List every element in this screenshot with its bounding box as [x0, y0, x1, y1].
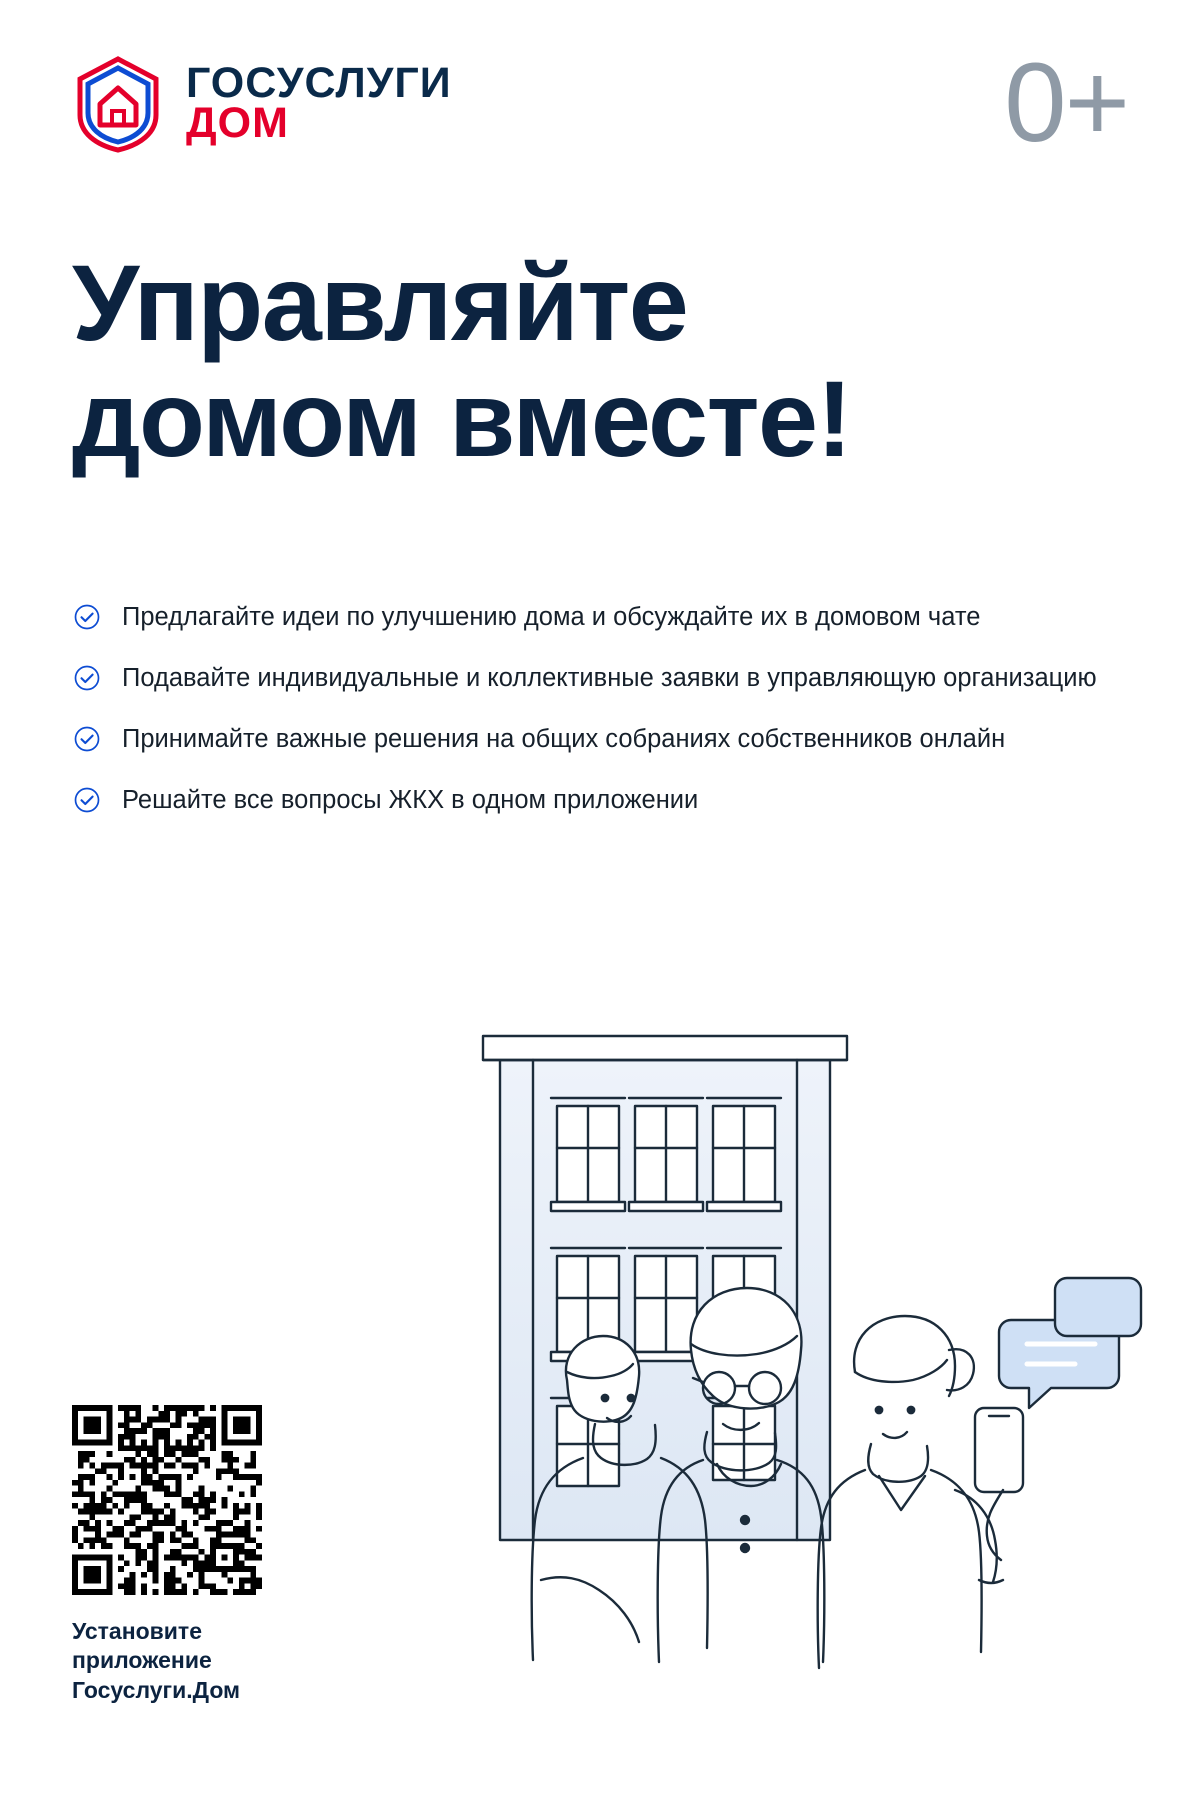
brand-logo	[72, 55, 1128, 153]
qr-caption-line2: приложение Госуслуги.Дом	[72, 1647, 241, 1703]
apartment-building-with-three-residents-illustration	[455, 1020, 1155, 1740]
brand-name-line1: ГОСУСЛУГИ	[186, 59, 452, 108]
qr-caption-line1: Установите	[72, 1617, 202, 1644]
list-item-label: Подавайте индивидуальные и коллективные заявки в управляющую организацию	[122, 664, 1097, 693]
page-title	[72, 242, 1140, 479]
headline-line-1: Управляйте	[72, 242, 688, 363]
benefits-list	[74, 600, 1120, 845]
headline-line-2: домом вместе!	[72, 357, 852, 479]
list-item	[74, 722, 1120, 756]
check-circle-icon	[74, 665, 100, 691]
brand-name-line2: ДОМ	[186, 99, 289, 147]
list-item-label: Решайте все вопросы ЖКХ в одном приложении	[122, 786, 699, 815]
list-item	[74, 661, 1120, 695]
header	[72, 40, 1128, 165]
qr-code-icon[interactable]	[72, 1405, 262, 1595]
qr-block	[72, 1405, 372, 1705]
check-circle-icon	[74, 604, 100, 630]
house-shield-icon	[72, 55, 164, 153]
check-circle-icon	[74, 726, 100, 752]
qr-caption	[72, 1617, 372, 1705]
list-item-label: Предлагайте идеи по улучшению дома и обсуждайте их в домовом чате	[122, 603, 981, 631]
check-circle-icon	[74, 787, 100, 813]
list-item-label: Принимайте важные решения на общих собраниях собственников онлайн	[122, 725, 1006, 754]
list-item	[74, 783, 1120, 817]
list-item	[74, 600, 1120, 634]
brand-wordmark	[186, 59, 452, 147]
age-rating-badge: 0+	[1004, 40, 1128, 165]
